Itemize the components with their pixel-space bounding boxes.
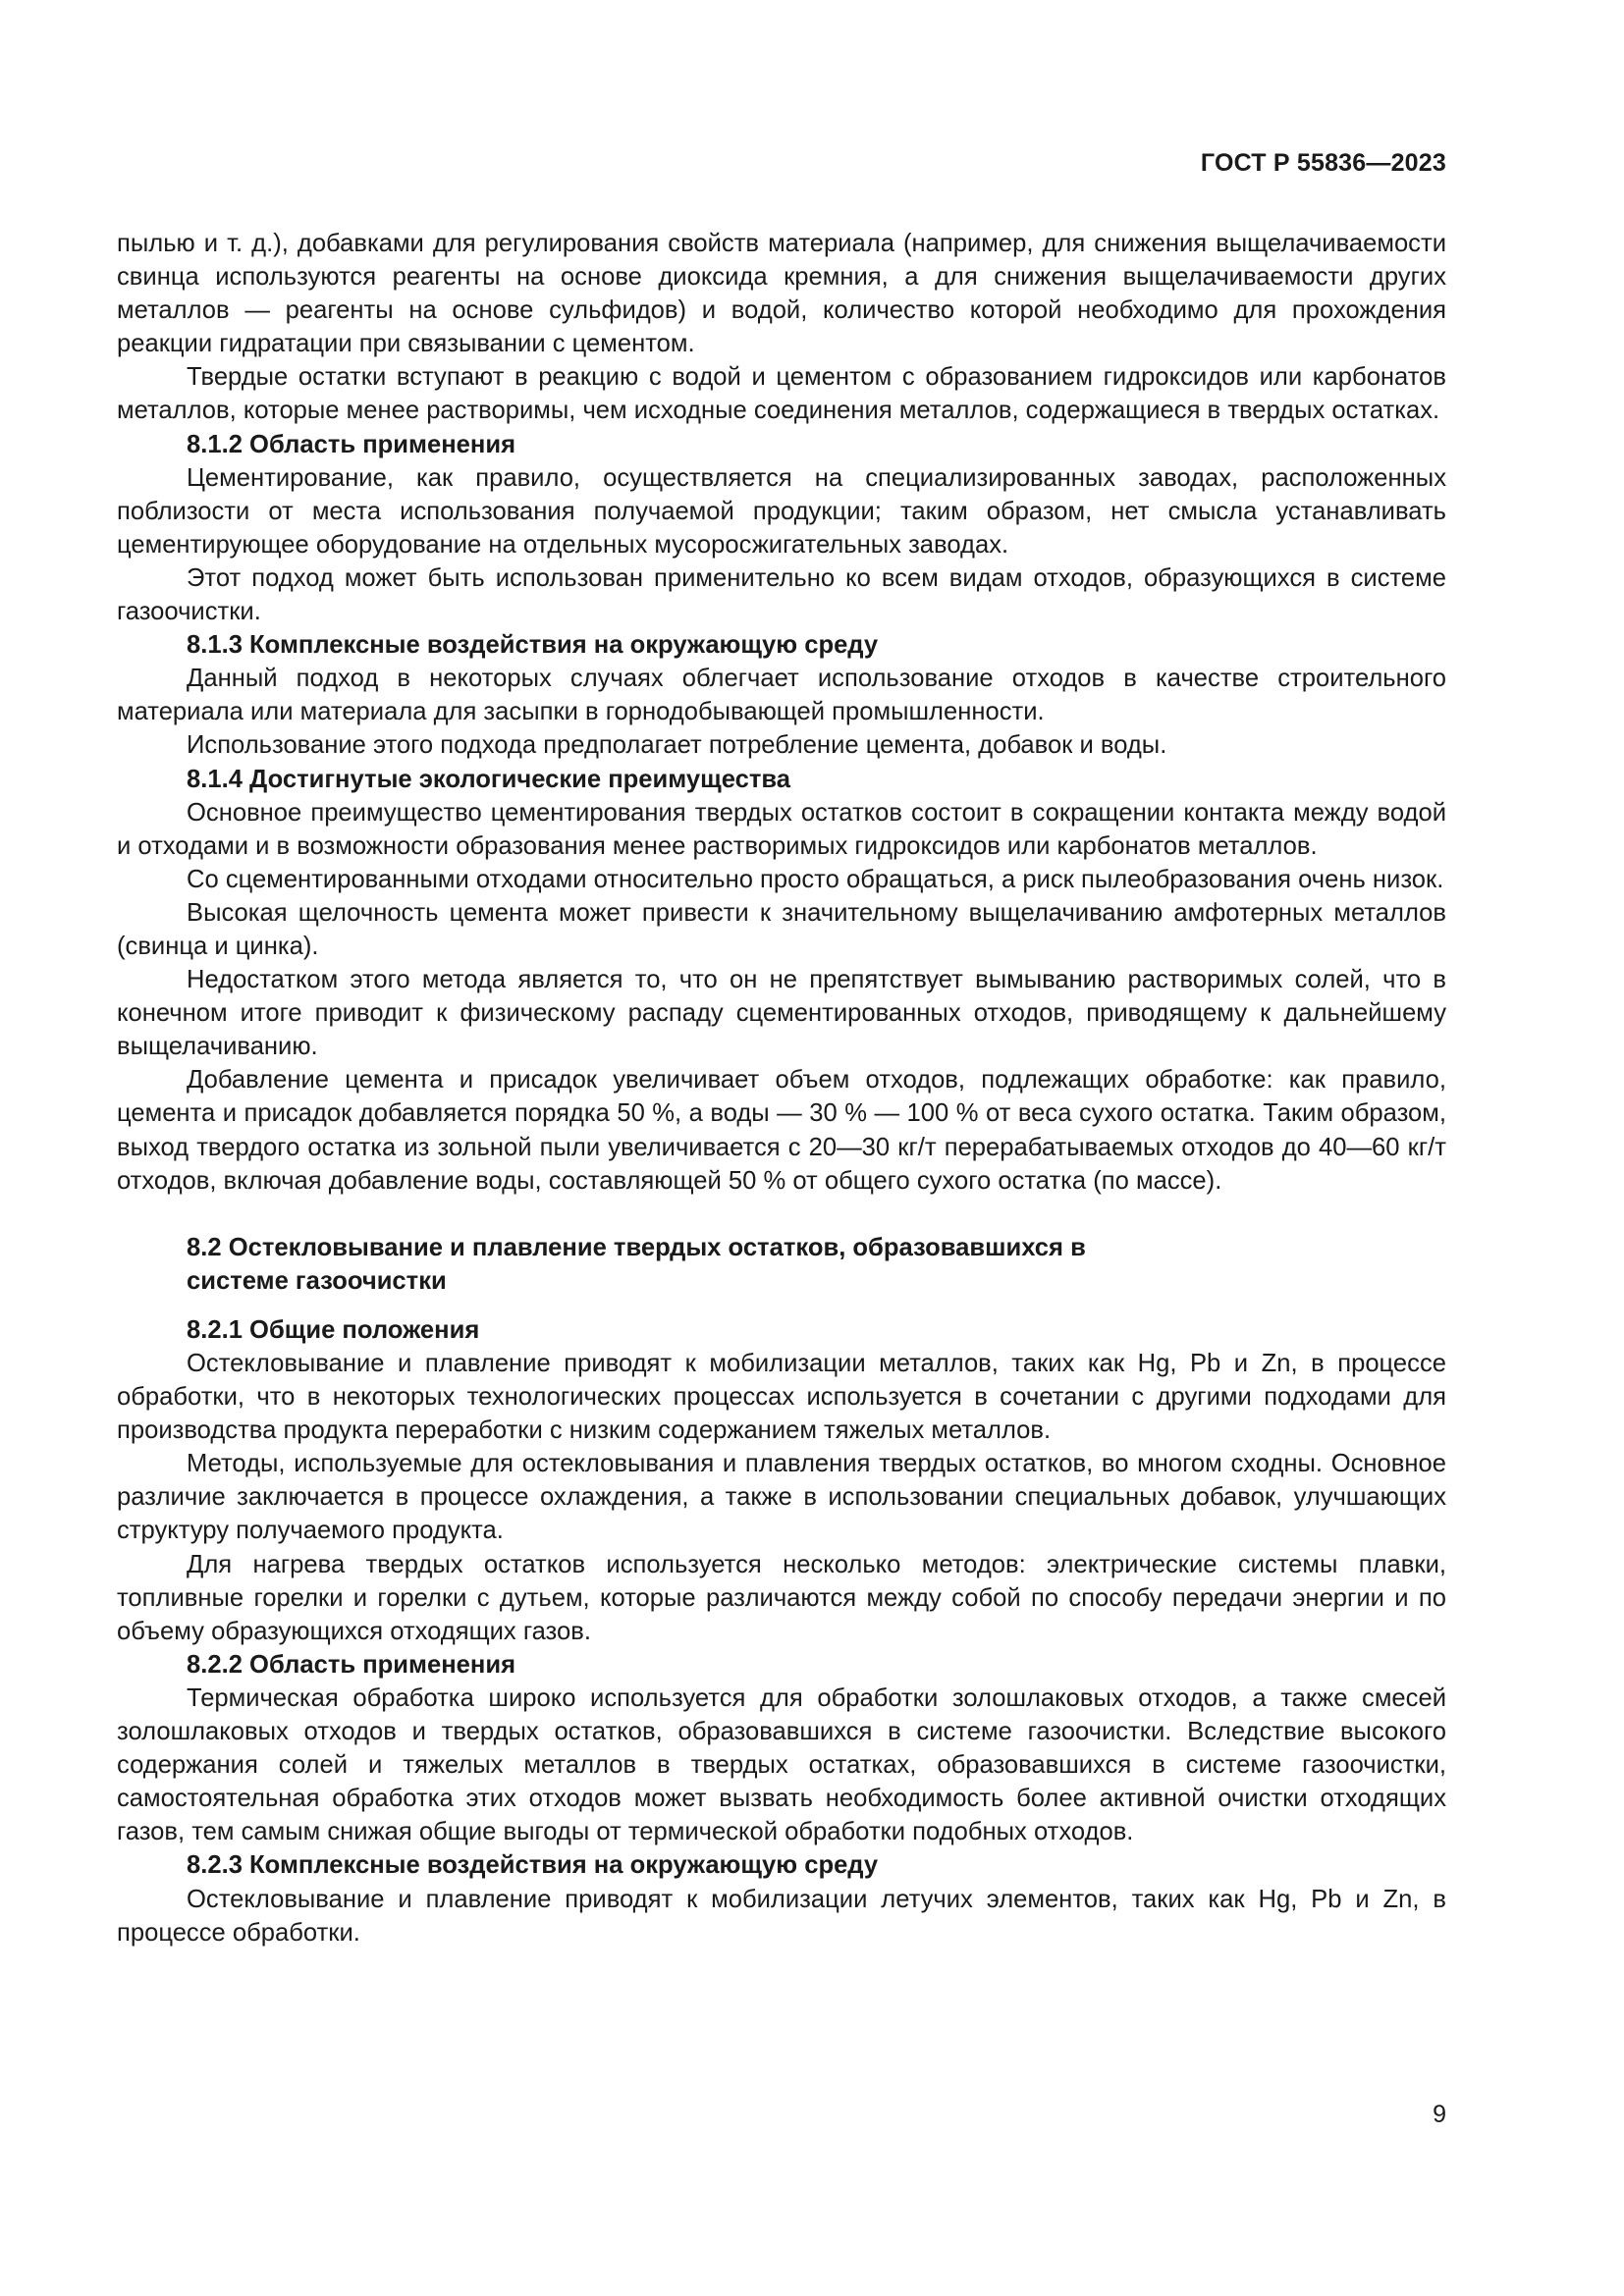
- paragraph: Термическая обработка широко используется для обработки золошлаковых отходов, а также смесей золошлаковых отходов и твердых остатков, образовавшихся в системе газоочистки. Вследствие высокого содержания солей и тяжелых металлов в твердых остатках, образовавшихся в системе газоочистки, самостоятельная обработка этих отходов может вызвать необходимость более активной очистки отходящих газов, тем самым снижая общие выгоды от термической обработки подобных отходов.: [117, 1683, 1446, 1846]
- document-code-header: ГОСТ Р 55836—2023: [1200, 149, 1446, 177]
- paragraph: Высокая щелочность цемента может привести к значительному выщелачиванию амфотерных металлов (свинца и цинка).: [117, 898, 1446, 960]
- document-body: [117, 227, 1446, 1949]
- paragraph: Со сцементированными отходами относительно просто обращаться, а риск пылеобразования очень низок.: [187, 865, 1444, 893]
- section-heading-8-2-1: 8.2.1 Общие положения: [187, 1315, 480, 1344]
- paragraph: Использование этого подхода предполагает потребление цемента, добавок и воды.: [187, 731, 1167, 760]
- section-heading-8-1-3: 8.1.3 Комплексные воздействия на окружающую среду: [187, 631, 879, 660]
- paragraph: Недостатком этого метода является то, что он не препятствует вымыванию растворимых солей, что в конечном итоге приводит к физическому распаду сцементированных отходов, приводящему к дальнейшему выщелачиванию.: [117, 966, 1446, 1061]
- section-heading-8-2-2: 8.2.2 Область применения: [187, 1650, 516, 1679]
- paragraph: Этот подход может быть использован применительно ко всем видам отходов, образующихся в системе газоочистки.: [117, 563, 1446, 626]
- page-number: 9: [1433, 2101, 1446, 2128]
- paragraph: Твердые остатки вступают в реакцию с водой и цементом с образованием гидроксидов или карбонатов металлов, которые менее растворимы, чем исходные соединения металлов, содержащиеся в твердых остатках.: [117, 363, 1446, 425]
- paragraph: Для нагрева твердых остатков используется несколько методов: электрические системы плавки, топливные горелки и горелки с дутьем, которые различаются между собой по способу передачи энергии и по объему образующихся отходящих газов.: [117, 1550, 1446, 1645]
- section-heading-8-2: 8.2 Остекловывание и плавление твердых остатков, образовавшихся в системе газоочистки: [187, 1233, 1086, 1295]
- paragraph: Остекловывание и плавление приводят к мобилизации металлов, таких как Hg, Pb и Zn, в процессе обработки, что в некоторых технологических процессах используется в сочетании с другими подходами для производства продукта переработки с низким содержанием тяжелых металлов.: [117, 1350, 1446, 1445]
- section-heading-8-1-2: 8.1.2 Область применения: [187, 430, 516, 458]
- paragraph: Методы, используемые для остекловывания и плавления твердых остатков, во многом сходны. Основное различие заключается в процессе охлаждения, а также в использовании специальных добавок, улучшающих структуру получаемого продукта.: [117, 1450, 1446, 1545]
- paragraph: Данный подход в некоторых случаях облегчает использование отходов в качестве строительного материала или материала для засыпки в горнодобывающей промышленности.: [117, 665, 1446, 726]
- section-heading-8-1-4: 8.1.4 Достигнутые экологические преимущества: [187, 765, 790, 793]
- paragraph: Остекловывание и плавление приводят к мобилизации летучих элементов, таких как Hg, Pb и Zn, в процессе обработки.: [117, 1885, 1446, 1947]
- paragraph: Основное преимущество цементирования твердых остатков состоит в сокращении контакта между водой и отходами и в возможности образования менее растворимых гидроксидов или карбонатов металлов.: [117, 798, 1446, 860]
- paragraph-continuation: пылью и т. д.), добавками для регулирования свойств материала (например, для снижения выщелачиваемости свинца используются реагенты на основе диоксида кремния, а для снижения выщелачиваемости других металлов — реагенты на основе сульфидов) и водой, количество которой необходимо для прохождения реакции гидратации при связывании с цементом.: [117, 230, 1446, 358]
- paragraph: Цементирование, как правило, осуществляется на специализированных заводах, расположенных поблизости от места использования получаемой продукции; таким образом, нет смысла устанавливать цементирующее оборудование на отдельных мусоросжигательных заводах.: [117, 463, 1446, 559]
- paragraph: Добавление цемента и присадок увеличивает объем отходов, подлежащих обработке: как правило, цемента и присадок добавляется порядка 50 %, а воды — 30 % — 100 % от веса сухого остатка. Таким образом, выход твердого остатка из зольной пыли увеличивается с 20—30 кг/т перерабатываемых отходов до 40—60 кг/т отходов, включая добавление воды, составляющей 50 % от общего сухого остатка (по массе).: [117, 1066, 1446, 1195]
- section-heading-8-2-3: 8.2.3 Комплексные воздействия на окружающую среду: [187, 1851, 879, 1880]
